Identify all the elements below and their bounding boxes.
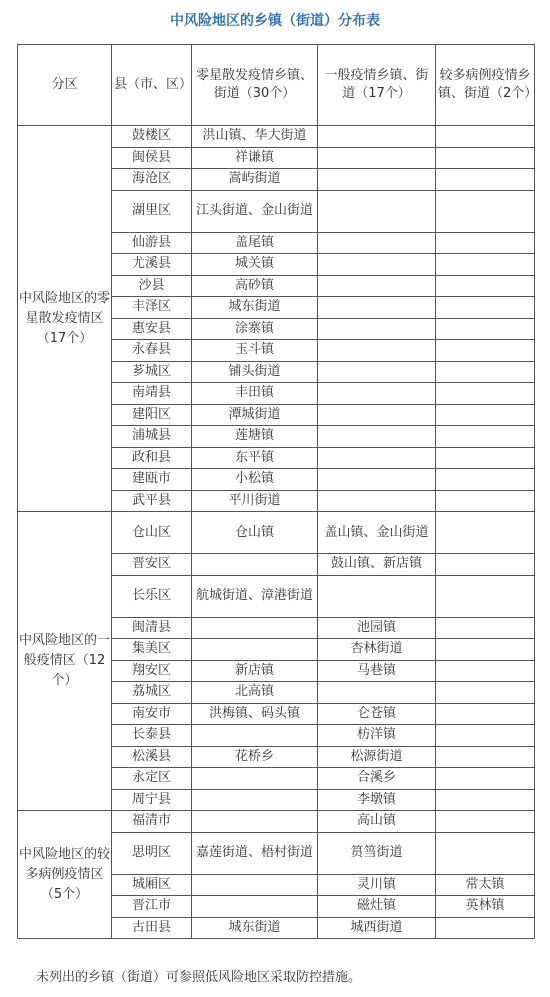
general-cell bbox=[318, 318, 436, 340]
sporadic-cell: 莲塘镇 bbox=[192, 426, 318, 448]
county-cell: 湖里区 bbox=[112, 190, 192, 232]
county-cell: 荔城区 bbox=[112, 682, 192, 704]
multiple-cell bbox=[436, 447, 535, 469]
county-cell: 永春县 bbox=[112, 340, 192, 362]
sporadic-cell: 玉斗镇 bbox=[192, 340, 318, 362]
county-cell: 晋安区 bbox=[112, 554, 192, 576]
multiple-cell bbox=[436, 682, 535, 704]
multiple-cell bbox=[436, 469, 535, 491]
multiple-cell bbox=[436, 512, 535, 554]
multiple-cell bbox=[436, 725, 535, 747]
sporadic-cell: 江头街道、金山街道 bbox=[192, 190, 318, 232]
multiple-cell bbox=[436, 789, 535, 811]
multiple-cell bbox=[436, 554, 535, 576]
sporadic-cell bbox=[192, 554, 318, 576]
county-cell: 惠安县 bbox=[112, 318, 192, 340]
sporadic-cell bbox=[192, 811, 318, 833]
county-cell: 南安市 bbox=[112, 703, 192, 725]
general-cell: 鼓山镇、新店镇 bbox=[318, 554, 436, 576]
multiple-cell bbox=[436, 126, 535, 148]
county-cell: 鼓楼区 bbox=[112, 126, 192, 148]
county-cell: 仙游县 bbox=[112, 232, 192, 254]
multiple-cell: 常太镇 bbox=[436, 874, 535, 896]
county-cell: 芗城区 bbox=[112, 361, 192, 383]
general-cell bbox=[318, 169, 436, 191]
header-general: 一般疫情乡镇、街道（17个） bbox=[318, 45, 436, 126]
county-cell: 浦城县 bbox=[112, 426, 192, 448]
general-cell bbox=[318, 426, 436, 448]
multiple-cell bbox=[436, 575, 535, 617]
multiple-cell bbox=[436, 768, 535, 790]
multiple-cell bbox=[436, 426, 535, 448]
county-cell: 晋江市 bbox=[112, 896, 192, 918]
multiple-cell bbox=[436, 190, 535, 232]
general-cell: 筼筜街道 bbox=[318, 832, 436, 874]
multiple-cell bbox=[436, 639, 535, 661]
county-cell: 海沧区 bbox=[112, 169, 192, 191]
sporadic-cell: 嘉莲街道、梧村街道 bbox=[192, 832, 318, 874]
sporadic-cell: 丰田镇 bbox=[192, 383, 318, 405]
sporadic-cell: 新店镇 bbox=[192, 660, 318, 682]
multiple-cell bbox=[436, 275, 535, 297]
general-cell: 磁灶镇 bbox=[318, 896, 436, 918]
general-cell bbox=[318, 575, 436, 617]
multiple-cell bbox=[436, 318, 535, 340]
county-cell: 闽侯县 bbox=[112, 147, 192, 169]
multiple-cell bbox=[436, 746, 535, 768]
county-cell: 松溪县 bbox=[112, 746, 192, 768]
zone-cell: 中风险地区的较多病例疫情区（5个） bbox=[18, 811, 112, 939]
multiple-cell bbox=[436, 232, 535, 254]
distribution-table bbox=[17, 44, 538, 939]
sporadic-cell: 城东街道 bbox=[192, 917, 318, 939]
general-cell bbox=[318, 682, 436, 704]
county-cell: 建阳区 bbox=[112, 404, 192, 426]
sporadic-cell bbox=[192, 874, 318, 896]
general-cell bbox=[318, 340, 436, 362]
multiple-cell bbox=[436, 361, 535, 383]
county-cell: 闽清县 bbox=[112, 617, 192, 639]
sporadic-cell bbox=[192, 617, 318, 639]
general-cell: 池园镇 bbox=[318, 617, 436, 639]
multiple-cell bbox=[436, 404, 535, 426]
county-cell: 南靖县 bbox=[112, 383, 192, 405]
sporadic-cell: 小松镇 bbox=[192, 469, 318, 491]
multiple-cell bbox=[436, 617, 535, 639]
table-row bbox=[18, 512, 535, 554]
multiple-cell bbox=[436, 917, 535, 939]
sporadic-cell: 城东街道 bbox=[192, 297, 318, 319]
general-cell bbox=[318, 447, 436, 469]
sporadic-cell bbox=[192, 768, 318, 790]
county-cell: 沙县 bbox=[112, 275, 192, 297]
county-cell: 福清市 bbox=[112, 811, 192, 833]
county-cell: 武平县 bbox=[112, 490, 192, 512]
sporadic-cell: 城关镇 bbox=[192, 254, 318, 276]
sporadic-cell: 洪山镇、华大街道 bbox=[192, 126, 318, 148]
county-cell: 长泰县 bbox=[112, 725, 192, 747]
multiple-cell bbox=[436, 383, 535, 405]
header-zone: 分区 bbox=[18, 45, 112, 126]
general-cell: 李墩镇 bbox=[318, 789, 436, 811]
sporadic-cell: 北高镇 bbox=[192, 682, 318, 704]
multiple-cell bbox=[436, 703, 535, 725]
sporadic-cell: 平川街道 bbox=[192, 490, 318, 512]
sporadic-cell: 洪梅镇、码头镇 bbox=[192, 703, 318, 725]
county-cell: 周宁县 bbox=[112, 789, 192, 811]
general-cell bbox=[318, 232, 436, 254]
general-cell bbox=[318, 126, 436, 148]
county-cell: 政和县 bbox=[112, 447, 192, 469]
sporadic-cell: 仓山镇 bbox=[192, 512, 318, 554]
sporadic-cell: 高砂镇 bbox=[192, 275, 318, 297]
county-cell: 建瓯市 bbox=[112, 469, 192, 491]
general-cell bbox=[318, 147, 436, 169]
sporadic-cell: 涂寨镇 bbox=[192, 318, 318, 340]
footnote: 未列出的乡镇（街道）可参照低风险地区采取防控措施。 bbox=[36, 970, 362, 985]
zone-cell: 中风险地区的一般疫情区（12个） bbox=[18, 512, 112, 811]
general-cell: 马巷镇 bbox=[318, 660, 436, 682]
county-cell: 丰泽区 bbox=[112, 297, 192, 319]
multiple-cell bbox=[436, 169, 535, 191]
general-cell: 城西街道 bbox=[318, 917, 436, 939]
sporadic-cell bbox=[192, 789, 318, 811]
general-cell: 枋洋镇 bbox=[318, 725, 436, 747]
table-row bbox=[18, 126, 535, 148]
general-cell bbox=[318, 383, 436, 405]
general-cell bbox=[318, 254, 436, 276]
county-cell: 仓山区 bbox=[112, 512, 192, 554]
multiple-cell bbox=[436, 147, 535, 169]
sporadic-cell: 嵩屿街道 bbox=[192, 169, 318, 191]
general-cell: 盖山镇、金山街道 bbox=[318, 512, 436, 554]
sporadic-cell: 潭城街道 bbox=[192, 404, 318, 426]
multiple-cell bbox=[436, 660, 535, 682]
county-cell: 长乐区 bbox=[112, 575, 192, 617]
general-cell bbox=[318, 297, 436, 319]
general-cell: 合溪乡 bbox=[318, 768, 436, 790]
county-cell: 思明区 bbox=[112, 832, 192, 874]
county-cell: 尤溪县 bbox=[112, 254, 192, 276]
general-cell: 高山镇 bbox=[318, 811, 436, 833]
sporadic-cell: 东平镇 bbox=[192, 447, 318, 469]
county-cell: 古田县 bbox=[112, 917, 192, 939]
general-cell bbox=[318, 190, 436, 232]
sporadic-cell: 航城街道、漳港街道 bbox=[192, 575, 318, 617]
table-row bbox=[18, 811, 535, 833]
page-title: 中风险地区的乡镇（街道）分布表 bbox=[170, 13, 380, 29]
multiple-cell bbox=[436, 297, 535, 319]
county-cell: 城厢区 bbox=[112, 874, 192, 896]
general-cell bbox=[318, 490, 436, 512]
multiple-cell: 英林镇 bbox=[436, 896, 535, 918]
sporadic-cell bbox=[192, 725, 318, 747]
sporadic-cell bbox=[192, 896, 318, 918]
multiple-cell bbox=[436, 490, 535, 512]
sporadic-cell bbox=[192, 639, 318, 661]
multiple-cell bbox=[436, 340, 535, 362]
county-cell: 集美区 bbox=[112, 639, 192, 661]
multiple-cell bbox=[436, 832, 535, 874]
header-county: 县（市、区） bbox=[112, 45, 192, 126]
general-cell: 仑苍镇 bbox=[318, 703, 436, 725]
county-cell: 翔安区 bbox=[112, 660, 192, 682]
sporadic-cell: 祥谦镇 bbox=[192, 147, 318, 169]
general-cell bbox=[318, 404, 436, 426]
general-cell: 杏林街道 bbox=[318, 639, 436, 661]
sporadic-cell: 铺头街道 bbox=[192, 361, 318, 383]
zone-cell: 中风险地区的零星散发疫情区（17个） bbox=[18, 126, 112, 512]
general-cell: 灵川镇 bbox=[318, 874, 436, 896]
header-multiple: 较多病例疫情乡镇、街道（2个） bbox=[436, 45, 535, 126]
header-row bbox=[18, 45, 535, 126]
multiple-cell bbox=[436, 254, 535, 276]
general-cell: 松源街道 bbox=[318, 746, 436, 768]
general-cell bbox=[318, 275, 436, 297]
county-cell: 永定区 bbox=[112, 768, 192, 790]
multiple-cell bbox=[436, 811, 535, 833]
sporadic-cell: 花桥乡 bbox=[192, 746, 318, 768]
header-sporadic: 零星散发疫情乡镇、街道（30个） bbox=[192, 45, 318, 126]
sporadic-cell: 盖尾镇 bbox=[192, 232, 318, 254]
general-cell bbox=[318, 361, 436, 383]
general-cell bbox=[318, 469, 436, 491]
